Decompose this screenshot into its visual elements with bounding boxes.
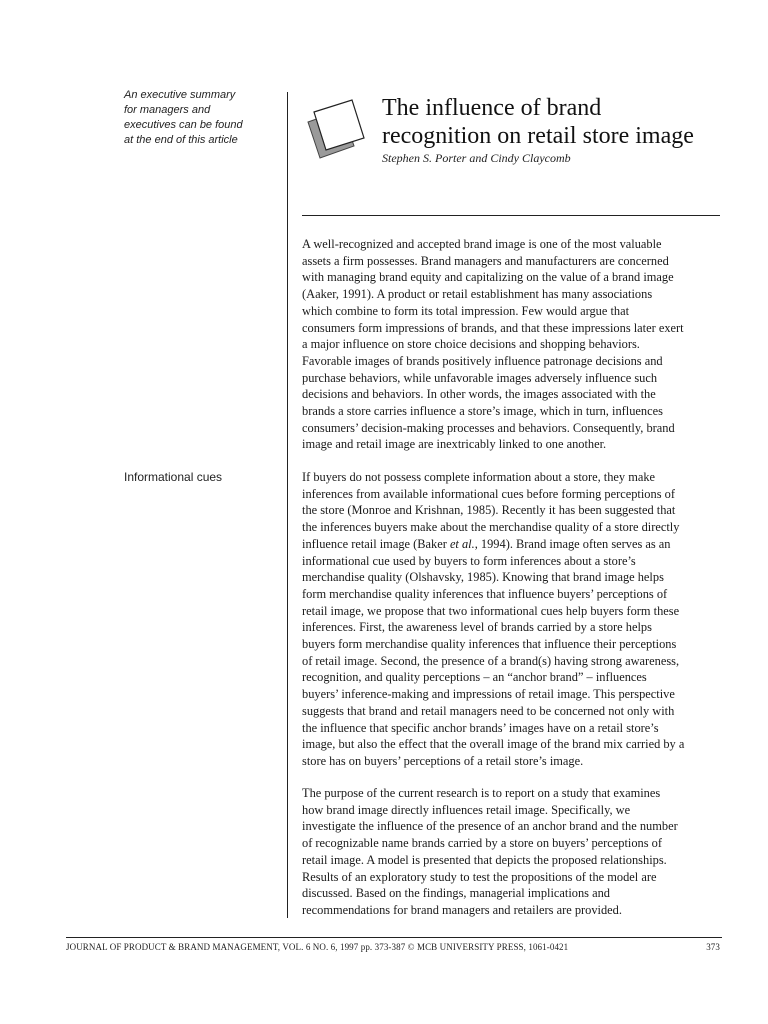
- text-line: recognition, and quality perceptions – an “anchor brand” – influences: [302, 670, 647, 685]
- text-line: recommendations for brand managers and retailers are provided.: [302, 902, 622, 917]
- page-footer: [66, 942, 722, 952]
- citation-pre: influence retail image (Baker: [302, 536, 450, 551]
- text-line: consumers form impressions of brands, and that these impressions later exert: [302, 320, 684, 335]
- section-heading: Informational cues: [124, 470, 223, 484]
- citation-post: , 1994). Brand image often serves as an: [474, 536, 671, 551]
- journal-citation: JOURNAL OF PRODUCT & BRAND MANAGEMENT, VOL. 6 NO. 6, 1997 pp. 373-387 © MCB UNIVERSITY PRESS, 1061-0421: [66, 942, 569, 952]
- informational-cues-paragraph: [302, 469, 728, 770]
- note-line: An executive summary: [124, 89, 236, 101]
- text-line: If buyers do not possess complete information about a store, they make: [302, 470, 656, 484]
- text-line: discussed. Based on the findings, managerial implications and: [302, 886, 610, 901]
- text-line: of retail image. Second, the presence of a brand(s) having strong awareness,: [302, 653, 680, 668]
- text-line: decisions and behaviors. In other words, the images associated with the: [302, 387, 656, 402]
- title-line: recognition on retail store image: [382, 123, 694, 149]
- text-line: informational cue used by buyers to form inferences about a store’s: [302, 553, 636, 568]
- intro-paragraph: [302, 236, 728, 453]
- text-line: assets a firm possesses. Brand managers and manufacturers are concerned: [302, 253, 669, 268]
- title-line: The influence of brand: [382, 95, 602, 121]
- text-line: image and retail image are inextricably linked to one another.: [302, 437, 607, 452]
- text-line: investigate the influence of the presence of an anchor brand and the number: [302, 819, 678, 834]
- column-divider: [287, 92, 288, 918]
- text-line: the influence that specific anchor brands’ images have on a retail store’s: [302, 720, 659, 735]
- text-line: merchandise quality (Olshavsky, 1985). Knowing that brand image helps: [302, 570, 664, 585]
- text-line: inferences from available informational cues before forming perceptions of: [302, 486, 675, 501]
- text-line: image, but also the effect that the overall image of the brand mix carried by a: [302, 737, 685, 752]
- text-line: Favorable images of brands positively influence patronage decisions and: [302, 353, 663, 368]
- text-line: consumers’ decision-making processes and behaviors. Consequently, brand: [302, 420, 675, 435]
- text-line: purchase behaviors, while unfavorable images adversely influence such: [302, 370, 658, 385]
- note-line: executives can be found: [124, 119, 243, 131]
- citation-et-al: et al.: [449, 536, 475, 551]
- text-line: how brand image directly influences retail image. Specifically, we: [302, 802, 631, 817]
- text-line: with managing brand equity and capitalizing on the value of a brand image: [302, 270, 674, 285]
- text-line: store has on buyers’ perceptions of a retail store’s image.: [302, 753, 584, 768]
- text-line: inferences. First, the awareness level of brands carried by a store helps: [302, 620, 652, 635]
- note-line: at the end of this article: [124, 134, 238, 146]
- text-line: (Aaker, 1991). A product or retail establishment has many associations: [302, 287, 653, 302]
- text-line: the inferences buyers make about the merchandise quality of a store directly: [302, 520, 680, 535]
- text-line: the store (Monroe and Krishnan, 1985). Recently it has been suggested that: [302, 503, 676, 518]
- text-line: retail image, we propose that two informational cues help buyers form these: [302, 603, 680, 618]
- text-line: brands a store carries influence a store’s image, which in turn, influences: [302, 404, 663, 419]
- page-number: 373: [706, 942, 720, 952]
- text-line: Results of an exploratory study to test the propositions of the model are: [302, 869, 657, 884]
- text-line: which combine to form its total impression. Few would argue that: [302, 303, 630, 318]
- executive-summary-note: [124, 88, 274, 148]
- text-line: suggests that brand and retail managers need to be concerned not only with: [302, 703, 675, 718]
- article-title: [382, 94, 742, 150]
- article-authors: Stephen S. Porter and Cindy Claycomb: [382, 151, 571, 165]
- stacked-pages-icon: [302, 92, 374, 164]
- purpose-paragraph: [302, 785, 728, 919]
- title-divider: [302, 215, 720, 216]
- text-line: a major influence on store choice decisions and shopping behaviors.: [302, 337, 640, 352]
- text-line: The purpose of the current research is to report on a study that examines: [302, 786, 661, 800]
- text-line: buyers form merchandise quality inferences that influence their perceptions: [302, 637, 677, 652]
- text-line: [302, 536, 728, 553]
- text-line: of recognizable name brands carried by a store on buyers’ perceptions of: [302, 836, 662, 851]
- note-line: for managers and: [124, 104, 211, 116]
- footer-divider: [66, 937, 722, 938]
- text-line: A well-recognized and accepted brand image is one of the most valuable: [302, 237, 662, 251]
- text-line: retail image. A model is presented that depicts the proposed relationships.: [302, 852, 667, 867]
- text-line: form merchandise quality inferences that influence buyers’ perceptions of: [302, 586, 668, 601]
- text-line: buyers’ inference-making and impressions of retail image. This perspective: [302, 687, 675, 702]
